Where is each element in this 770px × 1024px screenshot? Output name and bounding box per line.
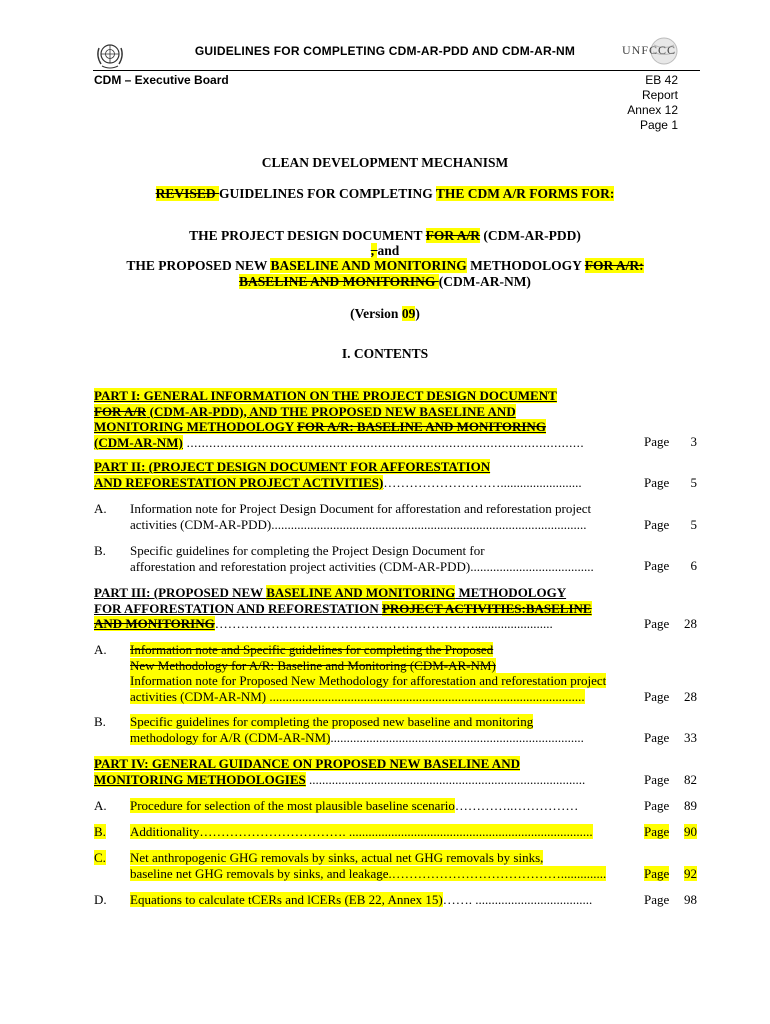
version (0, 306, 770, 322)
highlighted-text: C. (94, 850, 106, 865)
struck-text: REVISED (155, 186, 219, 201)
doc-title: CLEAN DEVELOPMENT MECHANISM (261, 155, 509, 170)
header-board: CDM – Executive Board (94, 73, 229, 87)
struck-text: FOR A/R (94, 403, 147, 419)
page-number: 28 (684, 689, 697, 704)
struck-text: Information note and Specific guidelines for completing the Proposed (130, 642, 494, 657)
highlighted-text: Additionality (130, 824, 200, 839)
header-rule (93, 70, 700, 71)
toc-entry-4d[interactable] (130, 892, 645, 908)
page-number (684, 866, 697, 882)
toc-letter: A. (94, 798, 107, 813)
title-text: METHODOLOGY (466, 258, 585, 273)
subtitle-text: GUIDELINES FOR COMPLETING (218, 186, 436, 201)
page-label (644, 824, 669, 840)
page-label: Page (644, 892, 670, 907)
toc-dots: .............................................................................. (330, 729, 584, 745)
highlighted-text: Net anthropogenic GHG removals by sinks, actual net GHG removals by sinks, (130, 850, 544, 865)
toc-letter: B. (94, 714, 106, 729)
toc-entry-2a[interactable] (130, 501, 645, 532)
toc-entry-2b[interactable] (130, 543, 645, 574)
struck-text: FOR A/R: (584, 258, 644, 273)
toc-part-1[interactable] (94, 388, 644, 450)
page-label: Page (644, 434, 670, 449)
toc-dots: ................................................................................................. (269, 688, 585, 704)
struck-text: AND MONITORING (94, 616, 215, 632)
unfccc-logo (622, 36, 684, 66)
toc-dots: …………..…………… (454, 798, 579, 813)
page-label: Page (644, 558, 670, 573)
toc-part-2[interactable] (94, 459, 644, 490)
toc-text: Information note for Project Design Document for afforestation and reforestation project (130, 501, 592, 516)
struck-text: New Methodology for A/R: Baseline and Monitoring (CDM-AR-NM) (130, 657, 496, 673)
toc-letter: A. (94, 642, 107, 657)
header-ref-line: EB 42 (645, 73, 678, 87)
toc-letter: B. (94, 543, 106, 558)
highlighted-text: BASELINE AND MONITORING (270, 258, 467, 273)
highlighted-text: Procedure for selection of the most plausible baseline scenario (130, 798, 455, 813)
page-number: 3 (690, 434, 697, 449)
title-pdd (0, 228, 770, 244)
version-text: (Version (350, 306, 402, 321)
toc-entry-4b[interactable] (130, 824, 645, 840)
toc-text: PART IV: GENERAL GUIDANCE ON PROPOSED NEW BASELINE AND (94, 756, 520, 771)
toc-letter: D. (94, 892, 107, 907)
page-label: Page (644, 730, 670, 745)
toc-dots: ……. .................................... (442, 892, 593, 907)
page-label: Page (644, 772, 670, 787)
struck-text: PROJECT ACTIVITIES:BASELINE (381, 600, 592, 616)
struck-text: FOR A/R (425, 228, 481, 243)
toc-dots: ................................................................................................. (271, 516, 587, 532)
toc-text: (CDM-AR-NM) (94, 434, 183, 450)
highlighted-text: Page (644, 824, 670, 839)
title-nm (0, 258, 770, 274)
toc-text: afforestation and reforestation project activities (CDM-AR-PDD) (130, 558, 471, 574)
toc-dots: ………………………......................... (383, 474, 582, 490)
toc-dots: ...................................... (470, 558, 594, 574)
highlighted-text: BASELINE AND MONITORING (266, 585, 456, 600)
header-title: GUIDELINES FOR COMPLETING CDM-AR-PDD AND CDM-AR-NM (194, 44, 576, 58)
toc-text: Specific guidelines for completing the Project Design Document for (130, 543, 485, 558)
toc-text: activities (CDM-AR-PDD) (130, 516, 272, 532)
page-number: 98 (684, 892, 697, 907)
page-number: 82 (684, 772, 697, 787)
highlighted-text: 90 (684, 824, 697, 839)
page-number: 5 (690, 475, 697, 490)
section-heading: I. CONTENTS (341, 346, 429, 361)
toc-entry-3b[interactable] (130, 714, 645, 745)
page-number: 89 (684, 798, 697, 813)
toc-entry-4c[interactable] (130, 850, 645, 881)
highlighted-text: THE CDM A/R FORMS FOR: (435, 186, 615, 201)
doc-subtitle (0, 186, 770, 202)
toc-text: FOR AFFORESTATION AND REFORESTATION (94, 600, 382, 616)
toc-text: MONITORING METHODOLOGY (94, 419, 297, 435)
toc-text: AND REFORESTATION PROJECT ACTIVITIES) (94, 474, 384, 490)
page-label: Page (644, 689, 670, 704)
highlighted-text: Information note for Proposed New Methodology for afforestation and reforestation project (130, 673, 607, 689)
toc-text: METHODOLOGY (455, 585, 567, 600)
header-ref-line: Report (641, 88, 678, 102)
page-number (684, 824, 697, 840)
title-text: (CDM-AR-PDD) (480, 228, 581, 243)
toc-text: (CDM-AR-PDD), AND THE PROPOSED NEW BASELINE AND (146, 403, 516, 419)
toc-text: PART I: GENERAL INFORMATION ON THE PROJECT DESIGN DOCUMENT (94, 388, 557, 403)
page-label: Page (644, 475, 670, 490)
unfccc-wordmark: UNFCCC (622, 43, 677, 57)
version-number: 09 (401, 306, 416, 321)
page-number: 33 (684, 730, 697, 745)
title-and (0, 243, 770, 259)
toc-dots: ……………………………. ........................................................................... (199, 824, 593, 839)
highlighted-text: Specific guidelines for completing the proposed new baseline and monitoring (130, 714, 534, 729)
page-number: 5 (690, 517, 697, 532)
toc-entry-3a[interactable] (130, 642, 645, 704)
toc-part-3[interactable] (94, 585, 644, 632)
page-label (644, 866, 669, 882)
header-ref-line: Page 1 (639, 118, 678, 132)
highlighted-text: activities (CDM-AR-NM) (130, 688, 270, 704)
title-text: THE PROJECT DESIGN DOCUMENT (189, 228, 426, 243)
header-reference (627, 73, 678, 133)
page-number: 6 (690, 558, 697, 573)
toc-dots: .......................................................................................................... (182, 434, 585, 450)
toc-dots: ..................................................................................... (305, 771, 586, 787)
toc-entry-4a[interactable] (130, 798, 645, 814)
toc-letter: A. (94, 501, 107, 516)
toc-part-4[interactable] (94, 756, 644, 787)
struck-text: FOR A/R: BASELINE AND MONITORING (296, 419, 546, 435)
page-label: Page (644, 798, 670, 813)
struck-text: BASELINE AND MONITORING (239, 274, 439, 289)
title-text: (CDM-AR-NM) (438, 274, 531, 289)
highlighted-text: Page (644, 866, 670, 881)
version-text: ) (415, 306, 420, 321)
title-text: and (377, 243, 400, 258)
toc-text: PART III: (PROPOSED NEW (94, 585, 267, 600)
highlighted-text: B. (94, 824, 106, 839)
header-ref-line: Annex 12 (627, 103, 678, 117)
page-label: Page (644, 517, 670, 532)
title-nm-2 (0, 274, 770, 290)
highlighted-text: Equations to calculate tCERs and lCERs (EB 22, Annex 15) (130, 892, 443, 907)
toc-text: MONITORING METHODOLOGIES (94, 771, 306, 787)
page-label: Page (644, 616, 670, 631)
toc-letter (94, 824, 106, 840)
toc-letter (94, 850, 106, 866)
title-text: THE PROPOSED NEW (126, 258, 271, 273)
highlighted-text: baseline net GHG removals by sinks, and leakage (130, 865, 389, 881)
highlighted-text: methodology for A/R (CDM-AR-NM) (130, 729, 331, 745)
highlighted-text: 92 (684, 866, 697, 881)
toc-text: PART II: (PROJECT DESIGN DOCUMENT FOR AFFORESTATION (94, 459, 491, 474)
struck-text: , (370, 243, 378, 258)
toc-dots: ……………………………………………………........................ (214, 616, 553, 632)
toc-dots: .………………………………….............. (388, 865, 607, 881)
page-number: 28 (684, 616, 697, 631)
